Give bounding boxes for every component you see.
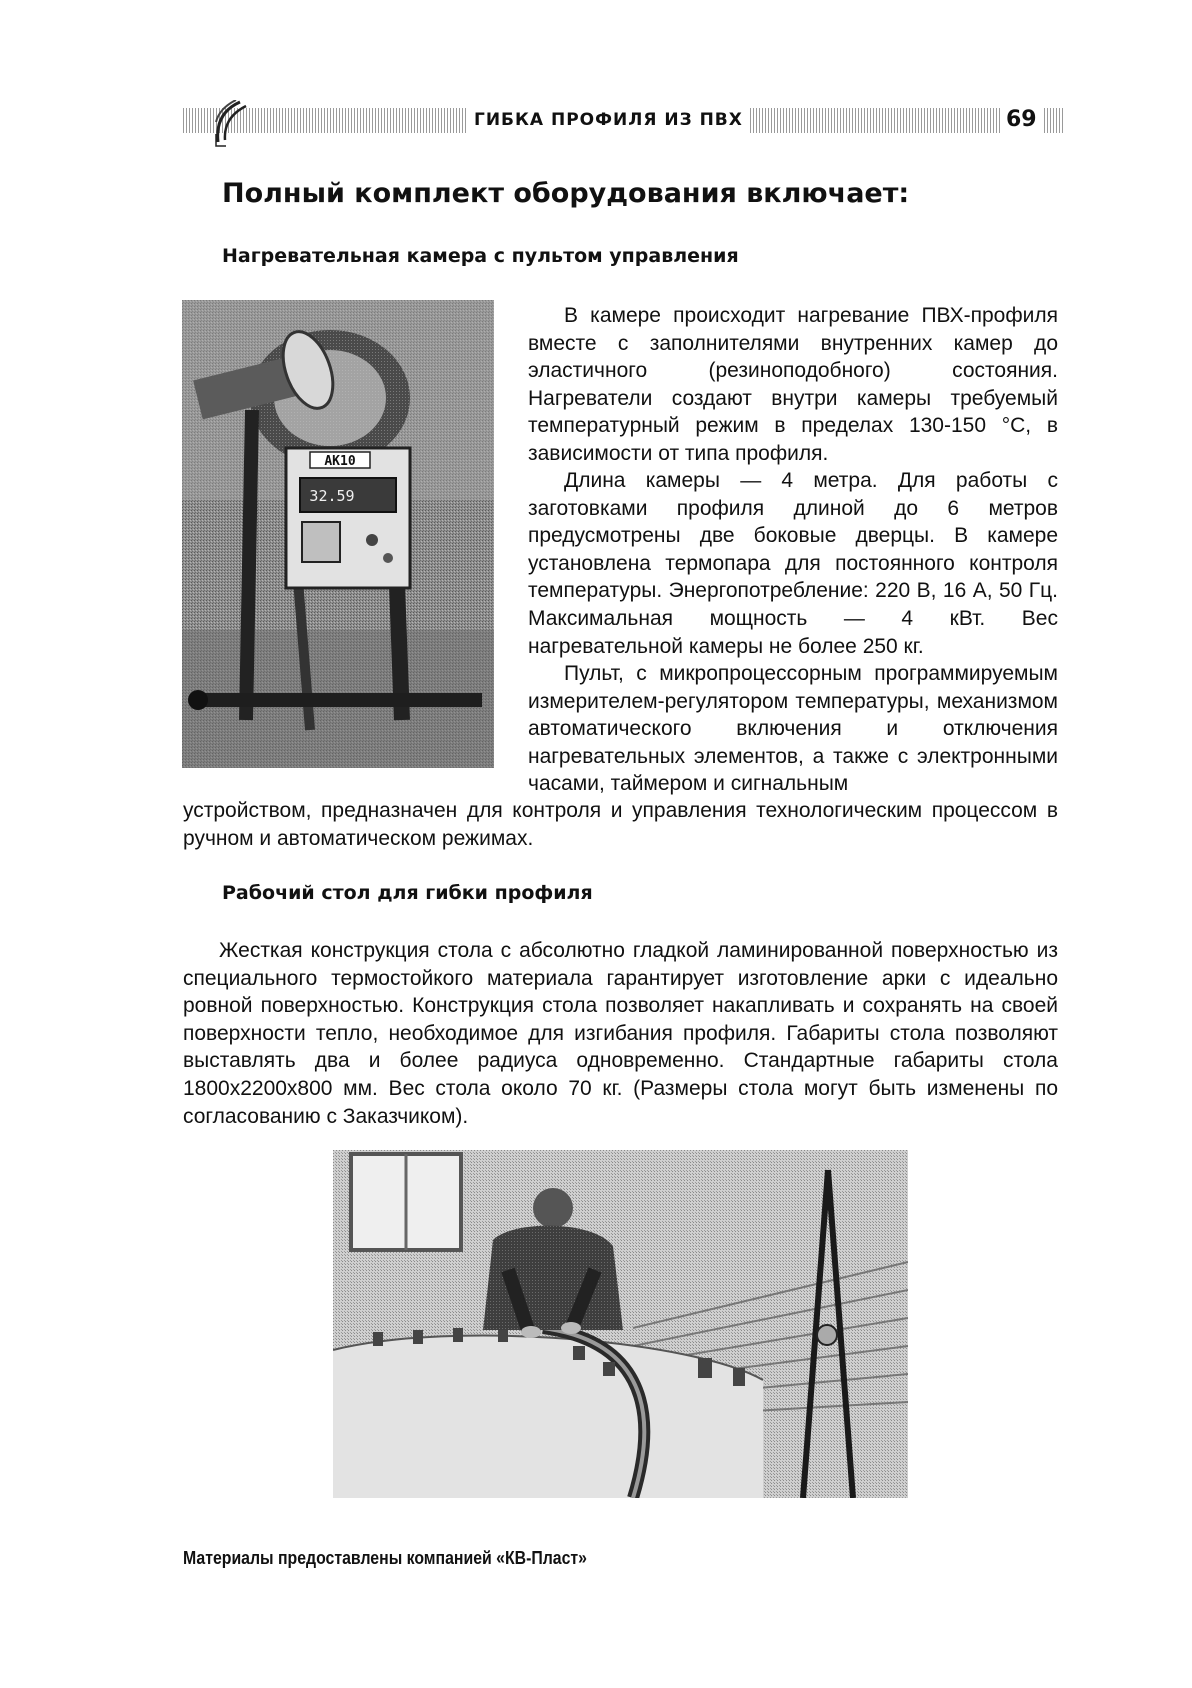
paragraph-control-panel: Пульт, с микропроцессорным программируемым измерителем-регулятором температуры, механизмом автоматического включения и отключения нагревательных элементов, а также с электронными часами, таймером и сигнальным [528, 662, 1058, 796]
paragraph-heating-process: В камере происходит нагревание ПВХ-профиля вместе с заполнителями внутренних камер до эластичного (резиноподобного) состояния. Нагреватели создают внутри камеры требуемый температурный режим в пределах 130-150 °С, в зависимости от типа профиля. [528, 304, 1058, 465]
controller-display-value: 32.59 [309, 487, 355, 505]
work-table-photo [333, 1150, 908, 1498]
paragraph-chamber-specs: Длина камеры — 4 метра. Для работы с заготовками профиля длиной до 6 метров предусмотрены две боковые дверцы. В камере установлена термопара для постоянного контроля температуры. Энергопотребление: 220 В, 16 А, 50 Гц. Максимальная мощность — 4 кВт. Вес нагревательной камеры не более 250 кг. [528, 469, 1058, 658]
section-heading-heating-chamber: Нагревательная камера с пультом управления [222, 245, 739, 267]
feather-swoosh-icon [210, 100, 250, 148]
running-header-title: ГИБКА ПРОФИЛЯ ИЗ ПВХ [468, 108, 749, 133]
paragraph-control-panel-continued: устройством, предназначен для контроля и управления технологическим процессом в ручном и автоматическом режимах. [183, 799, 1058, 850]
heating-chamber-photo [182, 300, 494, 768]
paragraph-work-table: Жесткая конструкция стола с абсолютно гладкой ламинированной поверхностью из специального термостойкого материала гарантирует изготовление арки с идеально ровной поверхностью. Конструкция стола позволяет накапливать и сохранять на своей поверхности тепло, необходимое для изгибания профиля. Габариты стола позволяют выставлять два и более радиуса одновременно. Стандартные габариты стола 1800х2200х800 мм. Вес стола около 70 кг. (Размеры стола могут быть изменены по согласованию с Заказчиком). [183, 939, 1058, 1128]
main-heading: Полный комплект оборудования включает: [222, 178, 910, 209]
footer-credit: Материалы предоставлены компанией «КВ-Пласт» [183, 1548, 587, 1568]
controller-label: АК10 [324, 454, 356, 469]
page-number: 69 [1000, 106, 1043, 134]
section-heading-work-table: Рабочий стол для гибки профиля [222, 882, 593, 904]
